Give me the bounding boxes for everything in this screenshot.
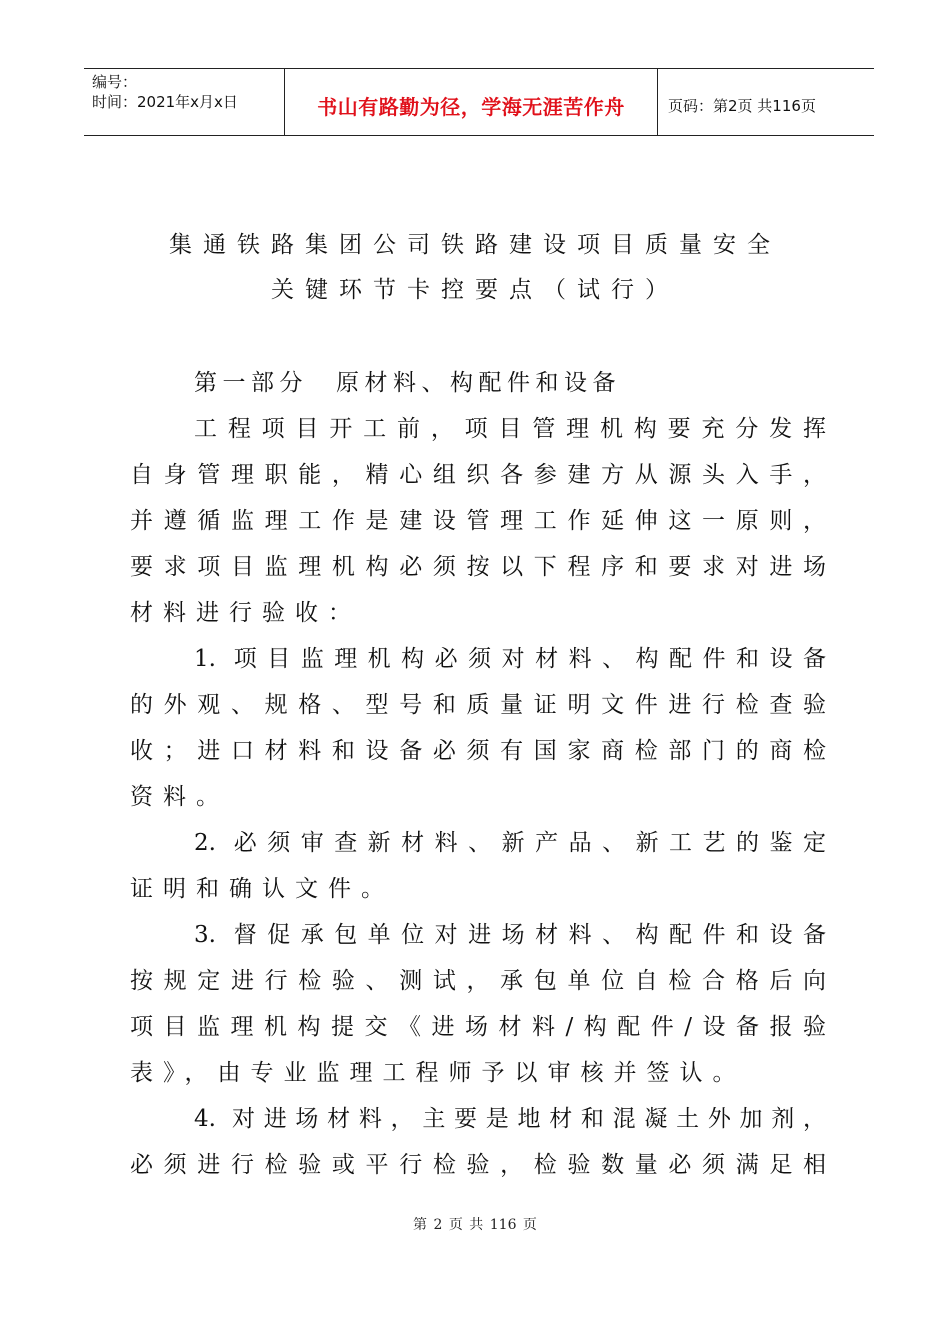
section-name: 原材料、构配件和设备 xyxy=(336,370,621,396)
body-line: 表》，由专业监理工程师予以审核并签认。 xyxy=(130,1060,746,1086)
page-cell xyxy=(658,69,874,135)
motto-cell xyxy=(285,69,658,135)
section-heading xyxy=(194,364,621,397)
body-line: 1. 项目监理机构必须对材料、构配件和设备 xyxy=(194,646,826,672)
date-label: 时间：2021年x月x日 xyxy=(92,93,238,111)
body-line: 按规定进行检验、测试，承包单位自检合格后向 xyxy=(130,968,826,994)
body-line: 的外观、规格、型号和质量证明文件进行检查验 xyxy=(130,692,826,718)
body-line: 收；进口材料和设备必须有国家商检部门的商检 xyxy=(130,738,826,764)
body-line: 自身管理职能，精心组织各参建方从源头入手， xyxy=(130,462,826,488)
document-title-line-1: 集通铁路集团公司铁路建设项目质量安全 xyxy=(169,232,781,258)
page-footer: 第 2 页 共 116 页 xyxy=(413,1217,537,1233)
body-line: 材料进行验收： xyxy=(130,600,361,626)
body-line: 4. 对进场材料，主要是地材和混凝土外加剂， xyxy=(194,1106,826,1132)
number-label: 编号： xyxy=(92,73,138,91)
body-line: 要求项目监理机构必须按以下程序和要求对进场 xyxy=(130,554,826,580)
body-line: 必须进行检验或平行检验，检验数量必须满足相 xyxy=(130,1152,826,1178)
body-line: 证明和确认文件。 xyxy=(130,876,394,902)
body-line: 资料。 xyxy=(130,784,229,810)
header-meta-cell xyxy=(84,69,285,135)
body-line: 3. 督促承包单位对进场材料、构配件和设备 xyxy=(194,922,826,948)
body-line: 2. 必须审查新材料、新产品、新工艺的鉴定 xyxy=(194,830,826,856)
section-number: 第一部分 xyxy=(194,370,308,396)
body-line: 项目监理机构提交《进场材料/构配件/设备报验 xyxy=(130,1014,826,1040)
motto-text: 书山有路勤为径，学海无涯苦作舟 xyxy=(317,94,625,119)
document-title-line-2: 关键环节卡控要点（试行） xyxy=(271,277,679,303)
document-header xyxy=(84,68,874,136)
body-line: 工程项目开工前，项目管理机构要充分发挥 xyxy=(194,416,826,442)
body-line: 并遵循监理工作是建设管理工作延伸这一原则， xyxy=(130,508,826,534)
page-label: 页码：第2页 共116页 xyxy=(668,96,816,115)
